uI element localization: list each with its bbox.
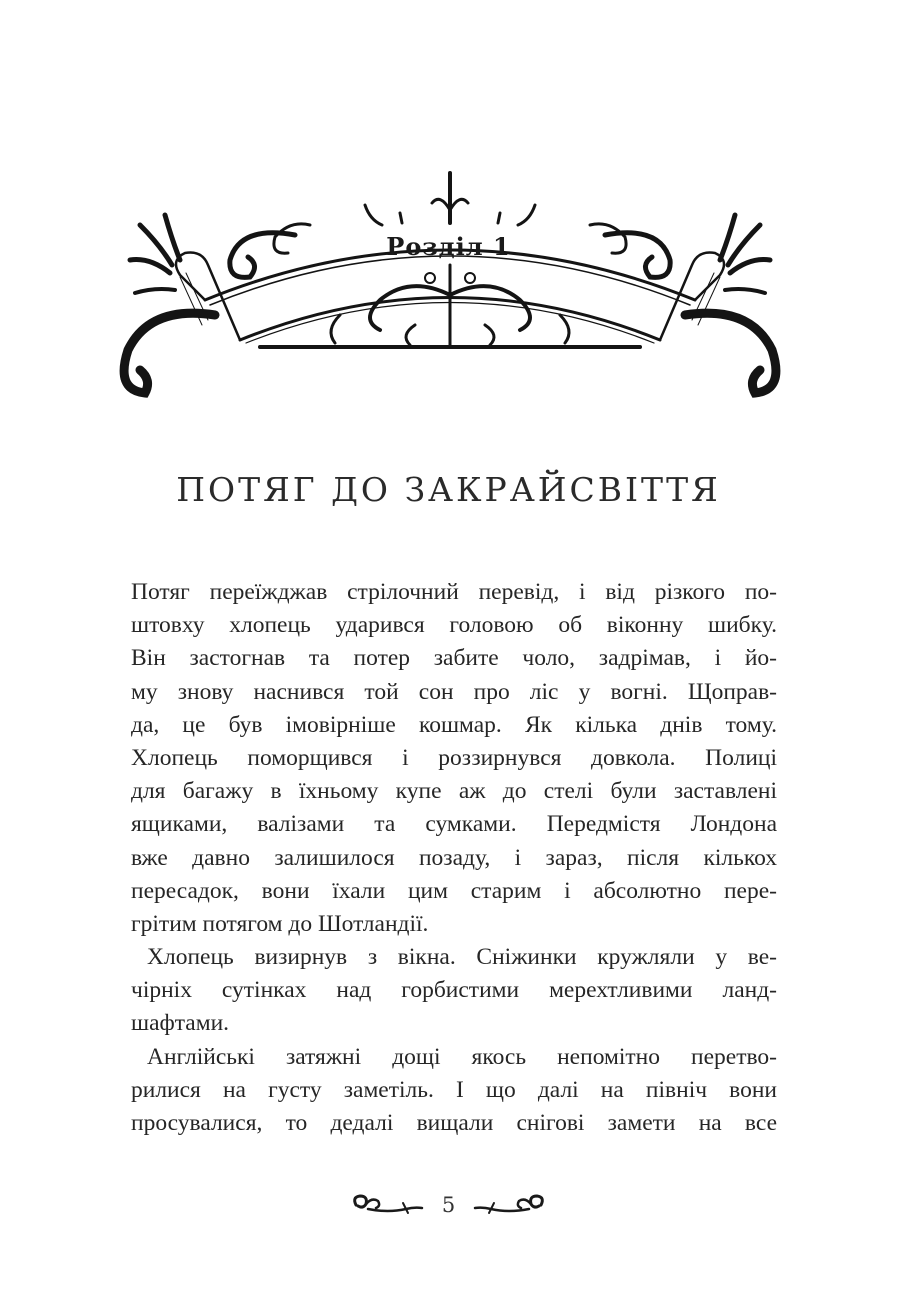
page-footer bbox=[0, 1185, 897, 1225]
text-line: чірніх сутінках над горбистими мерехтливими ланд- bbox=[131, 977, 777, 1004]
chapter-ornament-icon bbox=[110, 165, 790, 410]
text-line: рилися на густу заметіль. І що далі на північ вони bbox=[131, 1076, 777, 1103]
chapter-title: ПОТЯГ ДО ЗАКРАЙСВІТТЯ bbox=[176, 470, 721, 510]
text-line: Він застогнав та потер забите чоло, задрімав, і йо- bbox=[131, 645, 777, 672]
text-line: да, це був імовірніше кошмар. Як кілька днів тому. bbox=[131, 711, 777, 738]
text-line: ящиками, валізами та сумками. Передмістя Лондона bbox=[131, 811, 777, 838]
chapter-number: Розділ 1 bbox=[386, 232, 511, 261]
text-line: Потяг переїжджав стрілочний перевід, і від різкого по- bbox=[131, 579, 777, 605]
text-line: пересадок, вони їхали цим старим і абсолютно пере- bbox=[131, 877, 777, 904]
text-line: штовху хлопець ударився головою об віконну шибку. bbox=[131, 612, 777, 639]
right-flourish-icon bbox=[471, 1191, 549, 1219]
text-line: шафтами. bbox=[131, 1010, 230, 1037]
chapter-body bbox=[131, 576, 777, 1140]
text-line: Англійські затяжні дощі якось непомітно перетво- bbox=[147, 1043, 777, 1070]
text-line: для багажу в їхньому купе аж до стелі були заставлені bbox=[131, 778, 777, 805]
text-line: му знову наснився той сон про ліс у вогні. Щоправ- bbox=[131, 678, 777, 705]
text-line: просувалися, то дедалі вищали снігові замети на все bbox=[131, 1110, 777, 1136]
text-line: Хлопець поморщився і роззирнувся довкола. Полиці bbox=[131, 744, 777, 771]
text-line: вже давно залишилося позаду, і зараз, після кількох bbox=[131, 844, 777, 871]
page-number: 5 bbox=[441, 1193, 456, 1217]
text-line: Хлопець визирнув з вікна. Сніжинки кружляли у ве- bbox=[147, 944, 777, 971]
text-line: грітим потягом до Шотландії. bbox=[131, 910, 429, 937]
left-flourish-icon bbox=[348, 1191, 426, 1219]
